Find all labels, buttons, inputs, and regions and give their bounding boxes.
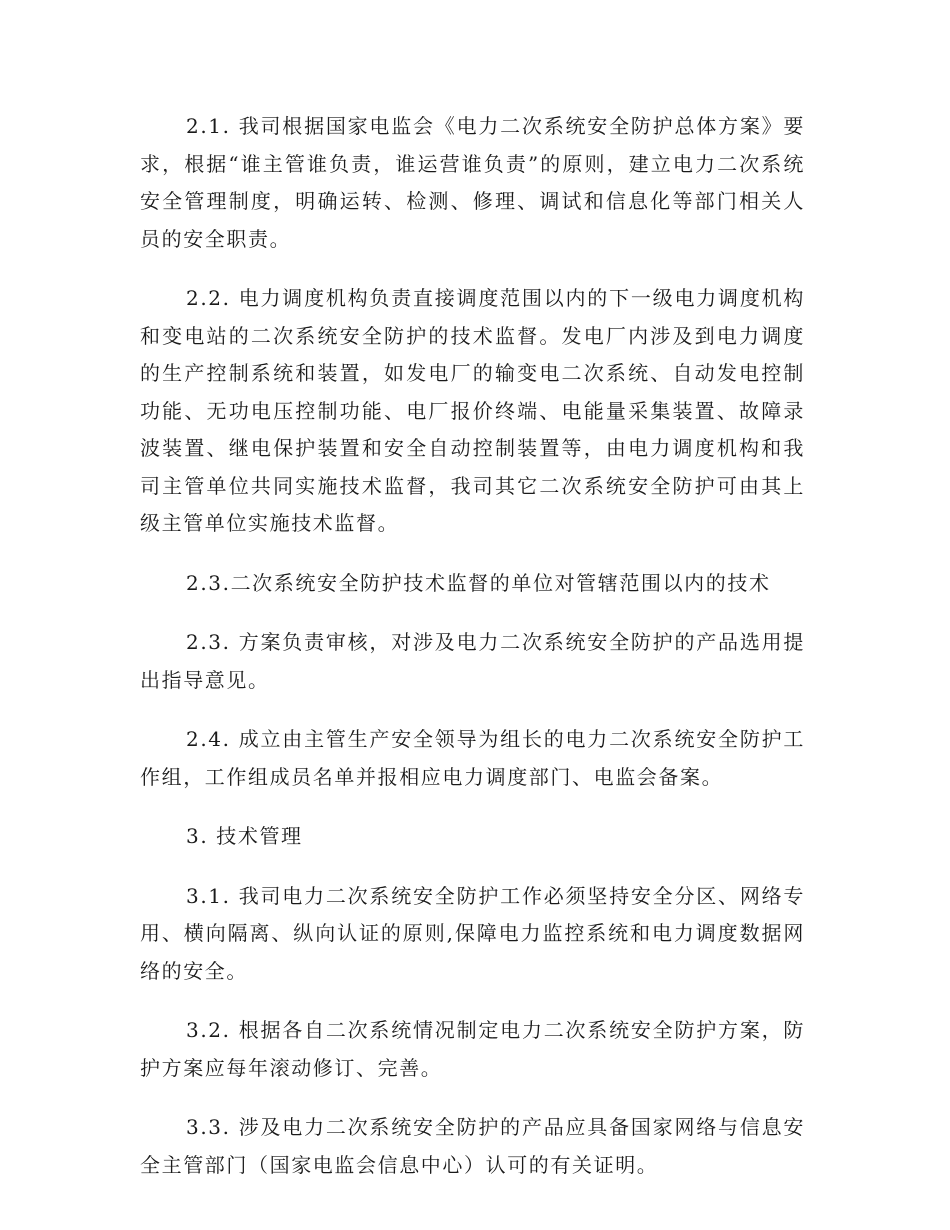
section-heading-technical-management: 3. 技术管理 [186, 824, 303, 848]
document-page [140, 108, 805, 1206]
paragraph-3-2: 3.2. 根据各自二次系统情况制定电力二次系统安全防护方案，防护方案应每年滚动修订、完善。 [140, 1018, 805, 1080]
paragraph-2-2: 2.2. 电力调度机构负责直接调度范围以内的下一级电力调度机构和变电站的二次系统安全防护的技术监督。发电厂内涉及到电力调度的生产控制系统和装置，如发电厂的输变电二次系统、自动发电控制功能、无功电压控制功能、电厂报价终端、电能量采集装置、故障录波装置、继电保护装置和安全自动控制装置等，由电力调度机构和我司主管单位共同实施技术监督，我司其它二次系统安全防护可由其上级主管单位实施技术监督。 [140, 286, 805, 535]
paragraph-3-1: 3.1. 我司电力二次系统安全防护工作必须坚持安全分区、网络专用、横向隔离、纵向认证的原则,保障电力监控系统和电力调度数据网络的安全。 [140, 883, 805, 983]
paragraph-2-3-heading: 2.3.二次系统安全防护技术监督的单位对管辖范围以内的技术 [186, 570, 771, 595]
paragraph-3-3: 3.3. 涉及电力二次系统安全防护的产品应具备国家网络与信息安全主管部门（国家电监会信息中心）认可的有关证明。 [140, 1115, 805, 1177]
paragraph-2-1: 2.1. 我司根据国家电监会《电力二次系统安全防护总体方案》要求，根据“谁主管谁负责，谁运营谁负责”的原则，建立电力二次系统安全管理制度，明确运转、检测、修理、调试和信息化等部门相关人员的安全职责。 [140, 114, 805, 251]
paragraph-2-4: 2.4. 成立由主管生产安全领导为组长的电力二次系统安全防护工作组，工作组成员名单并报相应电力调度部门、电监会备案。 [140, 727, 805, 789]
paragraph-2-3: 2.3. 方案负责审核，对涉及电力二次系统安全防护的产品选用提出指导意见。 [140, 630, 805, 692]
